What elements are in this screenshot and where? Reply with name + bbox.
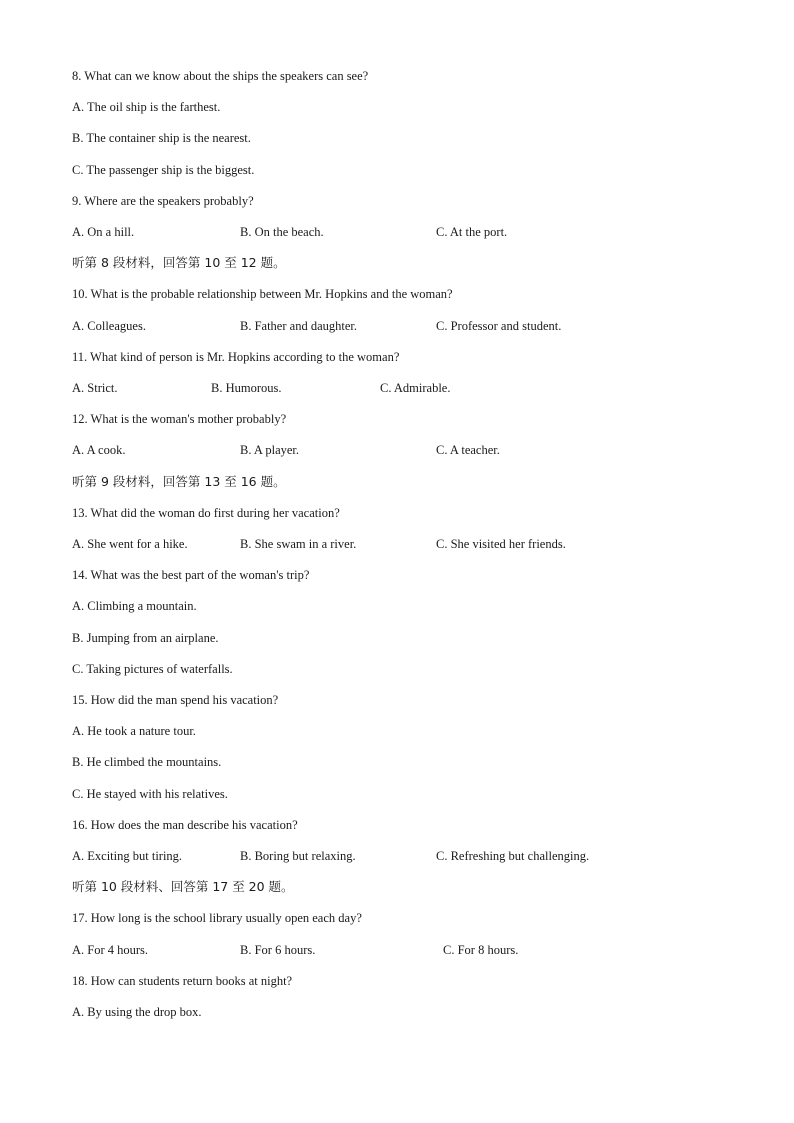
q14-option-a: A. Climbing a mountain. xyxy=(72,599,197,613)
q14-option-b: B. Jumping from an airplane. xyxy=(72,631,219,645)
q9-option-b: B. On the beach. xyxy=(240,225,324,239)
q11-option-a: A. Strict. xyxy=(72,381,118,395)
q13-option-a: A. She went for a hike. xyxy=(72,537,188,551)
q15-option-c: C. He stayed with his relatives. xyxy=(72,787,228,801)
q16-option-b: B. Boring but relaxing. xyxy=(240,849,356,863)
question-16: 16. How does the man describe his vacation? xyxy=(72,818,298,832)
question-12: 12. What is the woman's mother probably? xyxy=(72,412,287,426)
section-10-instruction: 听第 10 段材料、回答第 17 至 20 题。 xyxy=(72,879,294,894)
q17-option-c: C. For 8 hours. xyxy=(443,943,519,957)
q13-option-b: B. She swam in a river. xyxy=(240,537,357,551)
q16-option-a: A. Exciting but tiring. xyxy=(72,849,183,863)
section-8-instruction: 听第 8 段材料，回答第 10 至 12 题。 xyxy=(72,255,286,270)
question-13: 13. What did the woman do first during her vacation? xyxy=(72,506,340,520)
question-17: 17. How long is the school library usually open each day? xyxy=(72,911,362,925)
question-11: 11. What kind of person is Mr. Hopkins according to the woman? xyxy=(72,350,400,364)
q12-option-a: A. A cook. xyxy=(72,443,126,457)
q18-option-a: A. By using the drop box. xyxy=(72,1005,202,1019)
q14-option-c: C. Taking pictures of waterfalls. xyxy=(72,662,233,676)
q10-option-a: A. Colleagues. xyxy=(72,319,146,333)
q11-options-row xyxy=(0,380,794,396)
q13-options-row xyxy=(0,536,794,552)
q9-options-row xyxy=(0,224,794,240)
q17-options-row xyxy=(0,942,794,958)
q13-option-c: C. She visited her friends. xyxy=(436,537,566,551)
question-10: 10. What is the probable relationship between Mr. Hopkins and the woman? xyxy=(72,287,453,301)
q9-option-a: A. On a hill. xyxy=(72,225,135,239)
q10-option-c: C. Professor and student. xyxy=(436,319,562,333)
q9-option-c: C. At the port. xyxy=(436,225,508,239)
q16-options-row xyxy=(0,848,794,864)
q11-option-c: C. Admirable. xyxy=(380,381,451,395)
q10-option-b: B. Father and daughter. xyxy=(240,319,357,333)
section-9-instruction: 听第 9 段材料，回答第 13 至 16 题。 xyxy=(72,474,286,489)
question-14: 14. What was the best part of the woman's trip? xyxy=(72,568,310,582)
q15-option-a: A. He took a nature tour. xyxy=(72,724,196,738)
q12-option-b: B. A player. xyxy=(240,443,300,457)
question-18: 18. How can students return books at night? xyxy=(72,974,293,988)
q15-option-b: B. He climbed the mountains. xyxy=(72,755,222,769)
q12-option-c: C. A teacher. xyxy=(436,443,500,457)
q8-option-a: A. The oil ship is the farthest. xyxy=(72,100,221,114)
q8-option-c: C. The passenger ship is the biggest. xyxy=(72,163,255,177)
q17-option-a: A. For 4 hours. xyxy=(72,943,149,957)
q11-option-b: B. Humorous. xyxy=(211,381,282,395)
question-8: 8. What can we know about the ships the speakers can see? xyxy=(72,69,369,83)
q17-option-b: B. For 6 hours. xyxy=(240,943,316,957)
q16-option-c: C. Refreshing but challenging. xyxy=(436,849,590,863)
q10-options-row xyxy=(0,318,794,334)
q12-options-row xyxy=(0,442,794,458)
question-9: 9. Where are the speakers probably? xyxy=(72,194,254,208)
question-15: 15. How did the man spend his vacation? xyxy=(72,693,279,707)
q8-option-b: B. The container ship is the nearest. xyxy=(72,131,251,145)
